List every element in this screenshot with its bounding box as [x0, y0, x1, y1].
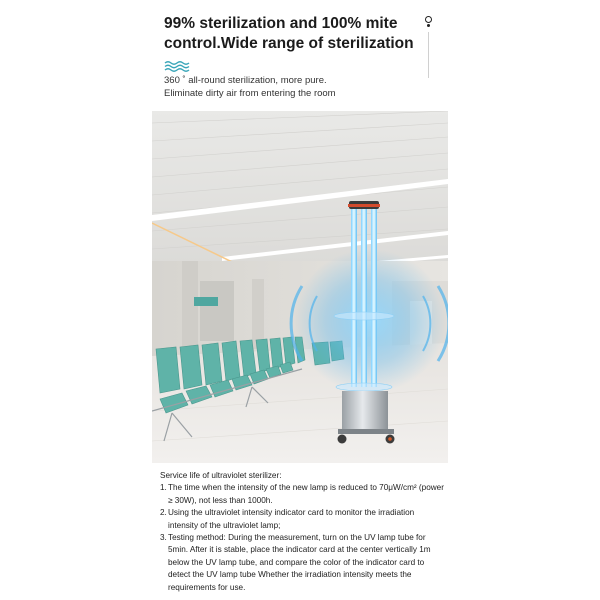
waiting-hall-scene — [152, 111, 448, 463]
subtitle-line-1: 360 ˚ all-round sterilization, more pure. — [164, 75, 327, 86]
dots-decoration-icon — [425, 16, 432, 23]
list-item-number: 2. — [160, 508, 167, 518]
list-item-text: Testing method: During the measurement, turn on the UV lamp tube for 5min. After it is stable, place the indicator card at the center vertically 1m below the UV lamp tube, and compare the color of the indicator card to detect the UV lamp tube Whether the irradiation intensity meets the requirements for use. — [168, 533, 431, 592]
list-item-number: 1. — [160, 483, 167, 493]
wave-lines-icon — [164, 60, 190, 72]
list-item-text: The time when the intensity of the new lamp is reduced to 70μW/cm² (power ≥ 30W), not less than 1000h. — [168, 483, 444, 505]
page-title: 99% sterilization and 100% mite control.Wide range of sterilization — [164, 15, 414, 52]
list-item-text: Using the ultraviolet intensity indicator card to monitor the irradiation intensity of the ultraviolet lamp; — [168, 508, 415, 530]
subtitle-line-2: Eliminate dirty air from entering the room — [164, 88, 336, 99]
list-item — [160, 532, 444, 594]
list-item — [160, 482, 444, 507]
product-detail-page — [152, 0, 448, 600]
service-life-notes — [160, 470, 444, 594]
subtitle — [164, 74, 434, 100]
product-photo — [152, 111, 448, 463]
list-item — [160, 507, 444, 532]
list-item-number: 3. — [160, 533, 167, 543]
dot-decoration-icon — [427, 24, 430, 27]
divider-line — [428, 32, 429, 78]
notes-heading: Service life of ultraviolet sterilizer: — [160, 471, 282, 480]
